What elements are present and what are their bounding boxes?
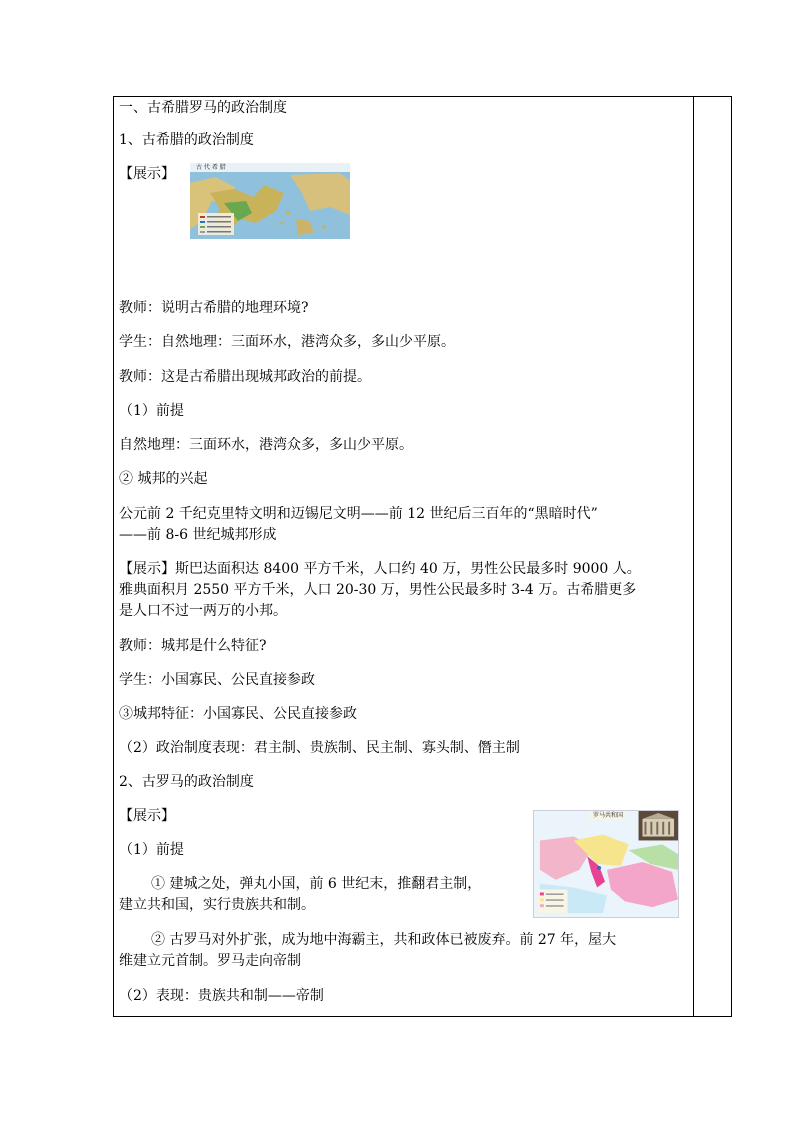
show-2-text-1: 斯巴达面积达 8400 平方千米，人口约 40 万，男性公民最多时 9000 人。 — [175, 561, 641, 577]
rome-premise-1-line-2: 建立共和国，实行贵族共和制。 — [119, 897, 315, 913]
show-2-line-1 — [119, 559, 641, 579]
greece-geography: 自然地理：三面环水，港湾众多，多山少平原。 — [119, 437, 413, 453]
teacher-question-2: 教师：城邦是什么特征? — [119, 638, 267, 654]
show-2-line-3: 是人口不过一两万的小邦。 — [119, 603, 287, 619]
city-state-feature: ③城邦特征：小国寡民、公民直接参政 — [119, 706, 357, 722]
ancient-greece-map — [190, 163, 350, 239]
teacher-question-1: 教师：说明古希腊的地理环境? — [119, 300, 309, 316]
history-line-1: 公元前 2 千纪克里特文明和迈锡尼文明——前 12 世纪后三百年的“黑暗时代” — [119, 506, 598, 522]
rome-premise-2-line-1: ② 古罗马对外扩张，成为地中海霸主，共和政体已被废弃。前 27 年，屋大 — [151, 932, 617, 948]
table-column-divider — [693, 96, 694, 1017]
city-state-rise: ② 城邦的兴起 — [119, 471, 208, 487]
greece-political-forms: （2）政治制度表现：君主制、贵族制、民主制、寡头制、僭主制 — [119, 740, 520, 756]
section-title: 一、古希腊罗马的政治制度 — [119, 100, 287, 116]
show-2-line-2: 雅典面积月 2550 平方千米，人口 20-30 万，男性公民最多时 3-4 万。古希腊更多 — [119, 582, 637, 598]
greece-title: 1、古希腊的政治制度 — [119, 132, 254, 148]
teacher-statement-1: 教师：这是古希腊出现城邦政治的前提。 — [119, 369, 371, 385]
history-line-2: ——前 8-6 世纪城邦形成 — [119, 527, 277, 543]
greece-subheading-premise: （1）前提 — [119, 403, 184, 419]
student-answer-1: 学生：自然地理：三面环水，港湾众多，多山少平原。 — [119, 334, 455, 350]
rome-map-title: 罗马共和国 — [590, 811, 626, 820]
rome-political-forms: （2）表现：贵族共和制——帝制 — [119, 988, 324, 1004]
show-2-label: 【展示】 — [119, 561, 175, 577]
rome-show-label: 【展示】 — [119, 808, 175, 824]
student-answer-2: 学生：小国寡民、公民直接参政 — [119, 672, 315, 688]
greece-show-label: 【展示】 — [119, 166, 175, 182]
greece-map-title: 古 代 希 腊 — [196, 164, 226, 171]
roman-republic-map — [533, 810, 679, 918]
rome-subheading-premise: （1）前提 — [119, 842, 184, 858]
rome-premise-2-line-2: 维建立元首制。罗马走向帝制 — [119, 953, 301, 969]
rome-premise-1-line-1: ① 建城之处，弹丸小国，前 6 世纪末，推翻君主制， — [151, 876, 482, 892]
rome-title: 2、古罗马的政治制度 — [119, 774, 254, 790]
